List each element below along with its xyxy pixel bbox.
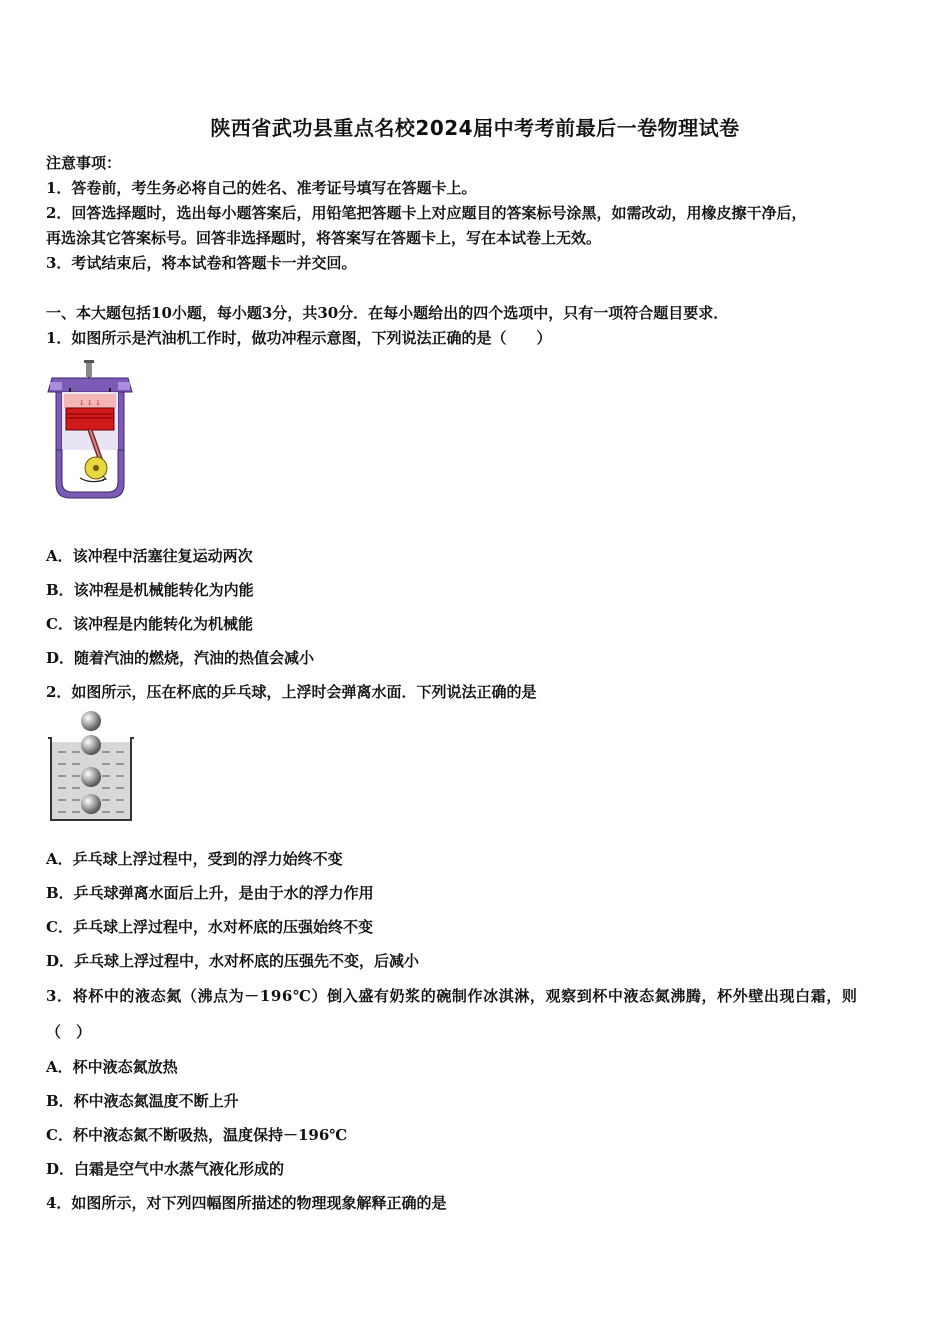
- note-item: 3．考试结束后，将本试卷和答题卡一并交回。: [46, 254, 357, 272]
- ball-at-surface: [81, 735, 101, 755]
- question-3-stem-cont: （ ）: [46, 1023, 92, 1041]
- q3-option-a[interactable]: A．杯中液态氮放热: [46, 1058, 178, 1076]
- exam-title: 陕西省武功县重点名校2024届中考考前最后一卷物理试卷: [210, 116, 740, 140]
- q3-option-b[interactable]: B．杯中液态氮温度不断上升: [46, 1092, 239, 1110]
- question-2-stem: 2．如图所示，压在杯底的乒乓球，上浮时会弹离水面．下列说法正确的是: [46, 683, 537, 701]
- q2-option-c[interactable]: C．乒乓球上浮过程中，水对杯底的压强始终不变: [46, 918, 373, 936]
- svg-text:↓ ↓ ↓: ↓ ↓ ↓: [78, 399, 102, 407]
- q1-option-a[interactable]: A．该冲程中活塞往复运动两次: [46, 547, 253, 565]
- ball-at-bottom: [81, 794, 101, 814]
- q2-option-b[interactable]: B．乒乓球弹离水面后上升，是由于水的浮力作用: [46, 884, 374, 902]
- engine-power-stroke-figure: [44, 358, 136, 504]
- note-item: 2．回答选择题时，选出每小题答案后，用铅笔把答题卡上对应题目的答案标号涂黑，如需改动，用橡皮擦干净后，: [46, 204, 807, 222]
- question-3-stem: 3．将杯中的液态氮（沸点为－196℃）倒入盛有奶浆的碗制作冰淇淋，观察到杯中液态氮沸腾，杯外壁出现白霜，则: [46, 987, 858, 1005]
- ball-mid-water: [81, 767, 101, 787]
- q1-option-c[interactable]: C．该冲程是内能转化为机械能: [46, 615, 253, 633]
- note-item: 1．答卷前，考生务必将自己的姓名、准考证号填写在答题卡上。: [46, 179, 477, 197]
- q3-option-d[interactable]: D．白霜是空气中水蒸气液化形成的: [46, 1160, 285, 1178]
- question-1-stem: 1．如图所示是汽油机工作时，做功冲程示意图，下列说法正确的是（ ）: [46, 329, 552, 347]
- question-4-stem: 4．如图所示，对下列四幅图所描述的物理现象解释正确的是: [46, 1194, 447, 1212]
- notes-heading: 注意事项：: [46, 154, 122, 172]
- q2-option-d[interactable]: D．乒乓球上浮过程中，水对杯底的压强先不变，后减小: [46, 952, 420, 970]
- ball-above-water: [81, 711, 101, 731]
- ping-pong-beaker-figure: [44, 708, 136, 826]
- section-instruction: 一、本大题包括10小题，每小题3分，共30分．在每小题给出的四个选项中，只有一项符合题目要求．: [46, 304, 729, 322]
- q2-option-a[interactable]: A．乒乓球上浮过程中，受到的浮力始终不变: [46, 850, 343, 868]
- q1-option-b[interactable]: B．该冲程是机械能转化为内能: [46, 581, 254, 599]
- q1-option-d[interactable]: D．随着汽油的燃烧，汽油的热值会减小: [46, 649, 315, 667]
- note-item: 再选涂其它答案标号。回答非选择题时，将答案写在答题卡上，写在本试卷上无效。: [46, 229, 602, 247]
- q3-option-c[interactable]: C．杯中液态氮不断吸热，温度保持－196℃: [46, 1126, 348, 1144]
